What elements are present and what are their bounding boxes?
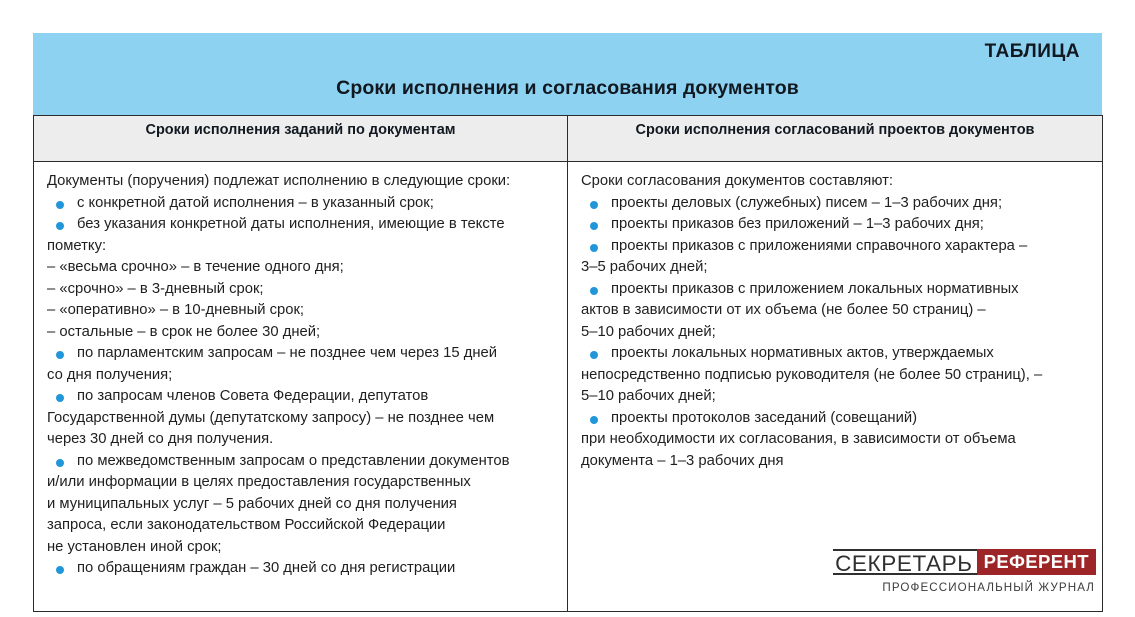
cell-execution-deadlines — [34, 162, 568, 612]
table-row — [34, 162, 1103, 612]
bullet-line: по межведомственным запросам о представлении документов — [47, 451, 555, 473]
text-line: и/или информации в целях предоставления государственных — [47, 474, 471, 491]
text-line: – остальные – в срок не более 30 дней; — [47, 323, 321, 340]
bullet-line: проекты приказов без приложений – 1–3 рабочих дня; — [581, 214, 1090, 236]
text-line: при необходимости их согласования, в зависимости от объема — [581, 431, 1016, 448]
bullet-line: без указания конкретной даты исполнения, имеющие в тексте — [47, 214, 555, 236]
bullet-line: по парламентским запросам – не позднее чем через 15 дней — [47, 343, 555, 365]
logo-subtitle: ПРОФЕССИОНАЛЬНЫЙ ЖУРНАЛ — [882, 581, 1095, 595]
text-line: – «весьма срочно» – в течение одного дня; — [47, 259, 344, 276]
deadlines-table — [33, 115, 1103, 612]
bullet-line: проекты протоколов заседаний (совещаний) — [581, 408, 1090, 430]
text-line: 3–5 рабочих дней; — [581, 259, 708, 276]
text-line: 5–10 рабочих дней; — [581, 388, 716, 405]
approval-deadlines-content — [568, 162, 1102, 611]
text-line: со дня получения; — [47, 366, 173, 383]
bullet-line: проекты локальных нормативных актов, утверждаемых — [581, 343, 1090, 365]
text-line: запроса, если законодательством Российской Федерации — [47, 517, 446, 534]
text-line: пометку: — [47, 237, 107, 254]
bullet-line: по запросам членов Совета Федерации, депутатов — [47, 386, 555, 408]
magazine-logo — [835, 549, 1096, 597]
column-header-execution: Сроки исполнения заданий по документам — [34, 116, 568, 162]
bullet-line: проекты приказов с приложением локальных нормативных — [581, 279, 1090, 301]
text-line: не установлен иной срок; — [47, 538, 222, 555]
text-line: документа – 1–3 рабочих дня — [581, 452, 784, 469]
page-title: Сроки исполнения и согласования документов — [336, 77, 799, 99]
logo-word-sekretar: СЕКРЕТАРЬ — [833, 549, 977, 575]
text-line: актов в зависимости от их объема (не более 50 страниц) – — [581, 302, 986, 319]
banner-kicker: ТАБЛИЦА — [984, 41, 1080, 62]
text-line: непосредственно подписью руководителя (не более 50 страниц), – — [581, 366, 1043, 383]
text-line: через 30 дней со дня получения. — [47, 431, 274, 448]
text-line: 5–10 рабочих дней; — [581, 323, 716, 340]
bullet-line: с конкретной датой исполнения – в указанный срок; — [47, 193, 555, 215]
logo-wordmark-row — [835, 549, 1096, 577]
column-header-approval: Сроки исполнения согласований проектов документов — [568, 116, 1103, 162]
text-line: – «оперативно» – в 10-дневный срок; — [47, 302, 305, 319]
table-header-row — [34, 116, 1103, 162]
text-line: – «срочно» – в 3-дневный срок; — [47, 280, 264, 297]
cell-approval-deadlines — [568, 162, 1103, 612]
text-line: и муниципальных услуг – 5 рабочих дней со дня получения — [47, 495, 457, 512]
logo-badge-referent: РЕФЕРЕНТ — [977, 549, 1096, 575]
title-banner — [33, 33, 1102, 115]
text-line: Документы (поручения) подлежат исполнению в следующие сроки: — [47, 173, 511, 189]
bullet-line: проекты деловых (служебных) писем – 1–3 рабочих дня; — [581, 193, 1090, 215]
bullet-line: проекты приказов с приложениями справочного характера – — [581, 236, 1090, 258]
execution-deadlines-content — [34, 162, 567, 611]
text-line: Государственной думы (депутатскому запросу) – не позднее чем — [47, 409, 495, 426]
text-line: Сроки согласования документов составляют: — [581, 173, 893, 189]
bullet-line: по обращениям граждан – 30 дней со дня регистрации — [47, 558, 555, 580]
